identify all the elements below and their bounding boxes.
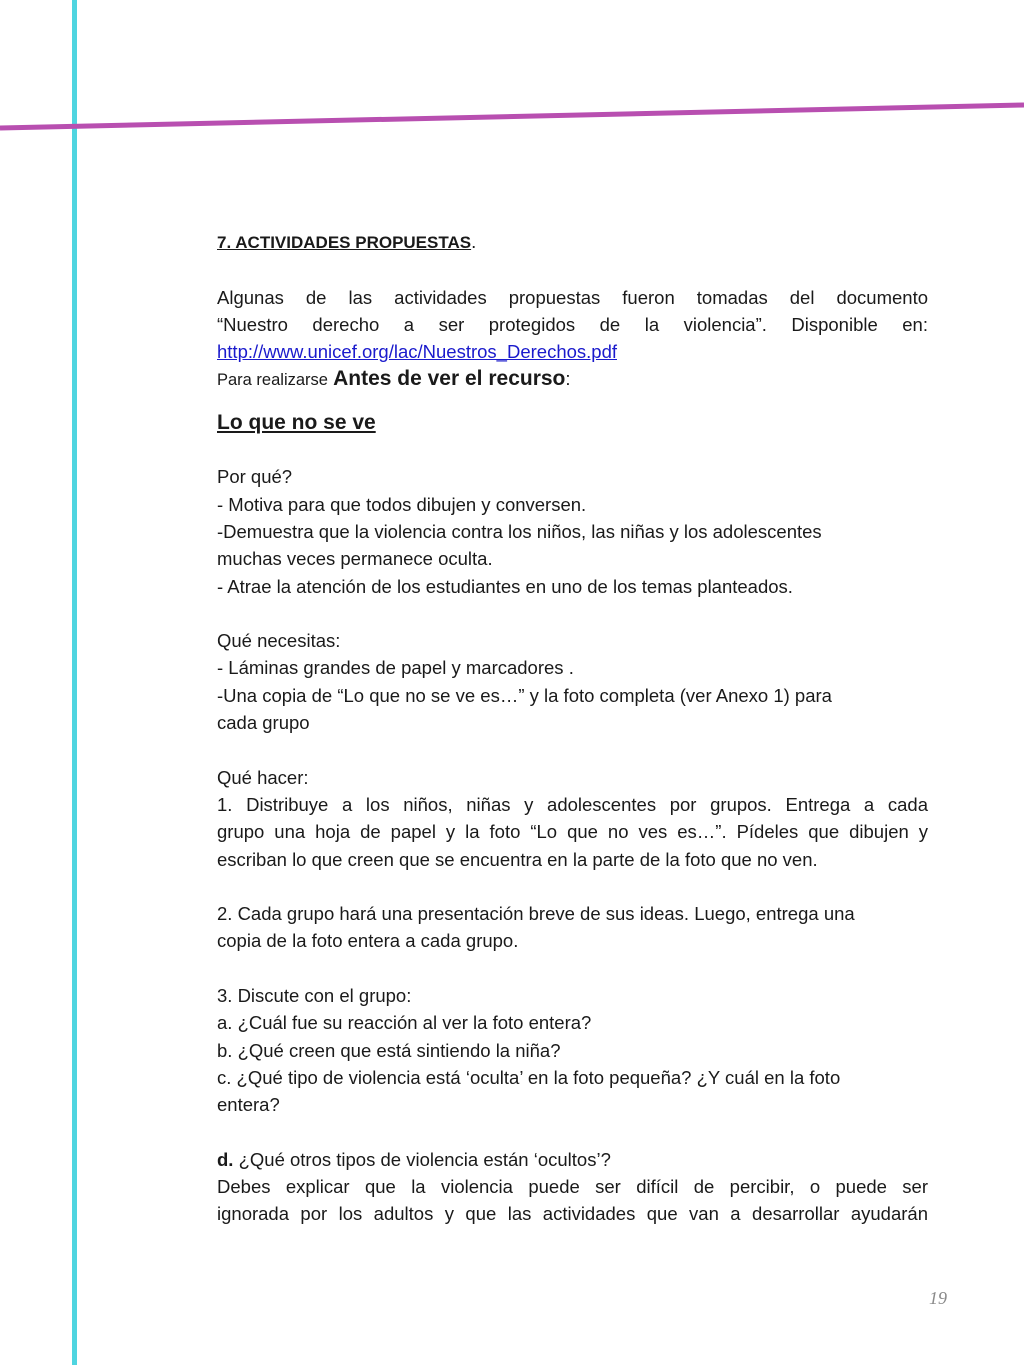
list-item: muchas veces permanece oculta. [217,548,493,570]
closing-line: ignorada por los adultos y que las actividades que van a desarrollar ayudarán [217,1203,928,1225]
unicef-link[interactable]: http://www.unicef.org/lac/Nuestros_Derechos.pdf [217,341,617,363]
step-3-line: a. ¿Cuál fue su reacción al ver la foto entera? [217,1012,592,1034]
left-accent-bar [72,0,77,1365]
step-1-line: 1. Distribuye a los niños, niñas y adolescentes por grupos. Entrega a cada [217,793,928,815]
step-2-line: copia de la foto entera a cada grupo. [217,930,519,952]
closing-line: Debes explicar que la violencia puede ser difícil de percibir, o puede ser [217,1176,928,1198]
top-accent-line [0,0,1024,140]
step-3-line: b. ¿Qué creen que está sintiendo la niña? [217,1039,561,1061]
document-body [217,228,928,1228]
step-d: d. ¿Qué otros tipos de violencia están ‘ocultos’? [217,1148,611,1170]
list-item: - Atrae la atención de los estudiantes en uno de los temas planteados. [217,575,793,597]
list-item: cada grupo [217,712,310,734]
step-1-line: escriban lo que creen que se encuentra en la parte de la foto que no ven. [217,848,818,870]
step-3-line: entera? [217,1094,280,1116]
step-1-line: grupo una hoja de papel y la foto “Lo que no ves es…”. Pídeles que dibujen y [217,821,928,843]
intro-line-1: Algunas de las actividades propuestas fueron tomadas del documento [217,286,928,308]
step-3-line: c. ¿Qué tipo de violencia está ‘oculta’ en la foto pequeña? ¿Y cuál en la foto [217,1066,841,1088]
necesitas-label: Qué necesitas: [217,630,341,652]
step-3-line: 3. Discute con el grupo: [217,985,412,1007]
section-heading: 7. ACTIVIDADES PROPUESTAS. [217,231,477,252]
list-item: -Demuestra que la violencia contra los niños, las niñas y los adolescentes [217,520,822,542]
page-number: 19 [929,1288,947,1308]
list-item: - Láminas grandes de papel y marcadores . [217,657,574,679]
porque-label: Por qué? [217,466,293,488]
list-item: -Una copia de “Lo que no se ve es…” y la foto completa (ver Anexo 1) para [217,684,832,706]
list-item: - Motiva para que todos dibujen y conversen. [217,493,587,515]
timing-note: Para realizarse Antes de ver el recurso: [217,367,571,391]
activity-title: Lo que no se ve [217,410,376,434]
intro-line-2: “Nuestro derecho a ser protegidos de la violencia”. Disponible en: [217,313,928,335]
step-2-line: 2. Cada grupo hará una presentación breve de sus ideas. Luego, entrega una [217,903,855,925]
hacer-label: Qué hacer: [217,766,309,788]
